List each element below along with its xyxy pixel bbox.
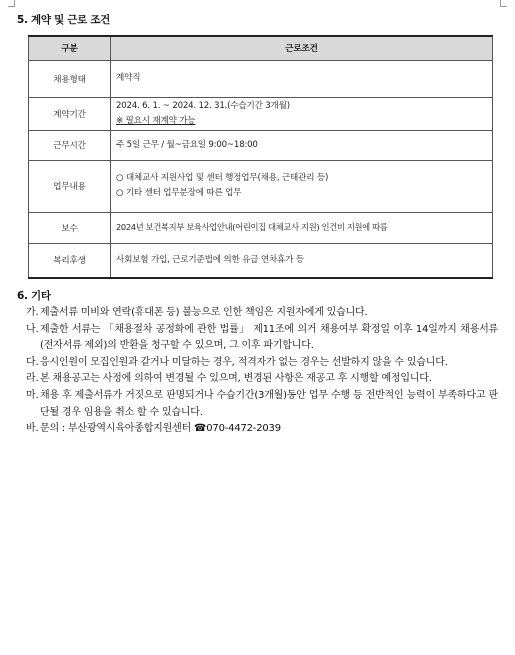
list-item <box>26 421 498 438</box>
work-conditions-table <box>28 35 493 279</box>
list-marker: 마. <box>26 389 39 401</box>
table-row <box>29 60 493 97</box>
list-item-text: 응시인원이 모집인원과 같거나 미달하는 경우, 적격자가 없는 경우는 선발하지 않을 수 있습니다. <box>40 356 448 368</box>
list-marker: 다. <box>26 356 39 368</box>
table-row <box>29 212 493 243</box>
list-marker: 라. <box>26 373 39 385</box>
row-value: ○ 대체교사 지원사업 및 센터 행정업무(채용, 근태관리 등) <box>116 173 329 183</box>
table-row <box>29 243 493 278</box>
header-category: 구분 <box>29 36 111 60</box>
row-label-employment-type: 채용형태 <box>29 60 111 97</box>
row-value: 2024. 6. 1. ~ 2024. 12. 31.(수습기간 3개월) <box>116 100 290 111</box>
list-item-text: 제출서류 미비와 연락(휴대폰 등) 불능으로 인한 책임은 지원자에게 있습니다. <box>40 307 368 318</box>
other-notes-list <box>26 305 498 438</box>
row-value: ○ 기타 센터 업무분장에 따른 업무 <box>116 188 242 198</box>
page-corner-mark-right <box>500 0 507 7</box>
row-value-note: ※ 필요시 재계약 가능 <box>116 115 196 126</box>
table-header-row <box>29 36 493 60</box>
row-label-duties: 업무내용 <box>29 160 111 212</box>
list-item-text: 제출한 서류는 「채용절차 공정화에 관한 법률」 제11조에 의거 채용여부 확정일 이후 14일까지 채용서류(전자서류 제외)의 반환을 청구할 수 있으며, 그 이후 파기합니다. <box>40 323 498 352</box>
list-marker: 가. <box>26 307 39 318</box>
list-marker: 나. <box>26 323 39 335</box>
page-corner-mark-left <box>8 0 15 7</box>
table-row <box>29 160 493 212</box>
row-label-welfare: 복리후생 <box>29 243 111 278</box>
list-item <box>26 322 498 355</box>
list-marker: 바. <box>26 423 39 435</box>
list-item <box>26 388 498 421</box>
section-5-title: 5. 계약 및 근로 조건 <box>17 14 111 26</box>
header-conditions: 근로조건 <box>111 36 493 60</box>
list-item-text: 채용 후 제출서류가 거짓으로 판명되거나 수습기간(3개월)동안 업무 수행 등 전반적인 능력이 부족하다고 판단될 경우 임용을 취소 할 수 있습니다. <box>40 389 498 418</box>
row-value: 사회보험 가입, 근로기준법에 의한 유급 연차휴가 등 <box>116 254 304 265</box>
row-label-contract-period: 계약기간 <box>29 97 111 130</box>
section-6-title: 6. 기타 <box>17 290 51 302</box>
list-item <box>26 305 498 322</box>
list-item-text: 문의 : 부산광역시육아종합지원센터 ☎070-4472-2039 <box>40 423 281 435</box>
row-label-salary: 보수 <box>29 212 111 243</box>
row-value: 2024년 보건복지부 보육사업안내(어린이집 대체교사 지원) 인건비 지원에 따름 <box>116 222 388 232</box>
row-label-work-hours: 근무시간 <box>29 130 111 160</box>
list-item <box>26 355 498 372</box>
table-row <box>29 130 493 160</box>
list-item-text: 본 채용공고는 사정에 의하여 변경될 수 있으며, 변경된 사항은 재공고 후 시행할 예정입니다. <box>40 373 432 385</box>
table-row <box>29 97 493 130</box>
list-item <box>26 371 498 388</box>
row-value: 주 5일 근무 / 월~금요일 9:00~18:00 <box>116 139 258 150</box>
row-value: 계약직 <box>116 73 141 83</box>
